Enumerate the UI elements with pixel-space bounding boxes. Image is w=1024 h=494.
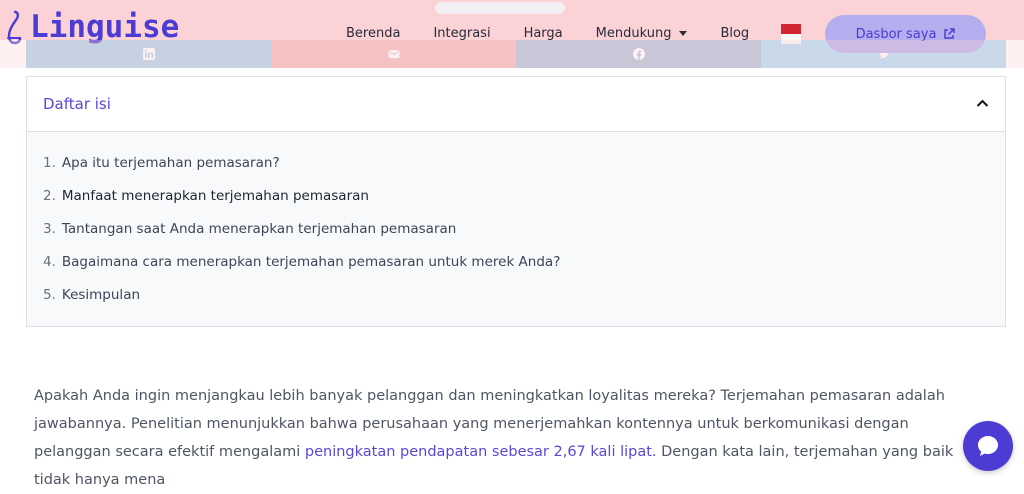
nav-item-harga[interactable]: Harga: [523, 26, 563, 41]
article-text: Apakah Anda ingin menjangkau lebih banyak pelanggan dan meningkatkan loyalitas mereka? Terjemahan pemasaran adalah jawabannya. Penelitian menunjukkan bahwa perusahaan yang menerjemahkan kontennya untuk berkomunikasi dengan pelanggan secara efektif mengalami: [34, 388, 945, 460]
article-paragraph: [34, 382, 974, 494]
main-nav: [346, 26, 782, 41]
dashboard-button[interactable]: [825, 15, 986, 53]
article-link-revenue[interactable]: peningkatan pendapatan sebesar 2,67 kali lipat.: [304, 444, 657, 460]
logo[interactable]: [4, 8, 179, 46]
toc-item-link[interactable]: Manfaat menerapkan terjemahan pemasaran: [61, 187, 369, 204]
toc-item-link[interactable]: Tantangan saat Anda menerapkan terjemahan pemasaran: [61, 220, 457, 237]
toc-item-link[interactable]: Apa itu terjemahan pemasaran?: [61, 154, 280, 171]
nav-item-blog[interactable]: Blog: [720, 26, 750, 41]
share-email-button[interactable]: [271, 40, 516, 68]
toc-item-number: 1.: [43, 154, 56, 171]
logo-text: Linguise: [30, 9, 180, 45]
nav-item-mendukung[interactable]: [596, 26, 688, 41]
linguise-logo-icon: [4, 8, 24, 46]
nav-item-integrasi[interactable]: Integrasi: [433, 26, 491, 41]
chevron-up-icon[interactable]: [976, 98, 989, 108]
toc-item[interactable]: [27, 146, 1005, 179]
toc-item-link[interactable]: Kesimpulan: [61, 286, 141, 303]
toc-title: Daftar isi: [43, 95, 111, 113]
chat-launcher-button[interactable]: [963, 421, 1013, 471]
toc-item-number: 5.: [43, 286, 56, 303]
table-of-contents: [26, 76, 1006, 327]
site-header: [0, 0, 1024, 45]
top-pill: [435, 2, 565, 14]
toc-list: [27, 132, 1005, 311]
dashboard-button-label: Dasbor saya: [855, 26, 937, 42]
facebook-icon: [633, 48, 645, 60]
article-text-continued: Dengan kata lain, terjemahan yang baik tidak hanya mena: [34, 444, 954, 488]
indonesia-flag-icon: [781, 24, 801, 34]
toc-item-number: 4.: [43, 253, 56, 270]
envelope-icon: [388, 48, 400, 60]
nav-item-berenda[interactable]: Berenda: [346, 26, 401, 41]
nav-item-mendukung-label: Mendukung: [595, 26, 672, 41]
toc-item[interactable]: [27, 278, 1005, 311]
share-facebook-button[interactable]: [516, 40, 761, 68]
external-link-icon: [943, 28, 955, 40]
toc-header[interactable]: [27, 77, 1005, 132]
toc-item-number: 3.: [43, 220, 56, 237]
chat-bubble-icon: [975, 433, 1001, 459]
caret-down-icon: [679, 31, 687, 36]
toc-item-number: 2.: [43, 187, 56, 204]
toc-item[interactable]: [27, 212, 1005, 245]
language-flag-button[interactable]: [781, 24, 801, 44]
toc-item-link[interactable]: Bagaimana cara menerapkan terjemahan pemasaran untuk merek Anda?: [61, 253, 561, 270]
linkedin-icon: [143, 48, 155, 60]
toc-item[interactable]: [27, 245, 1005, 278]
toc-item[interactable]: [27, 179, 1005, 212]
